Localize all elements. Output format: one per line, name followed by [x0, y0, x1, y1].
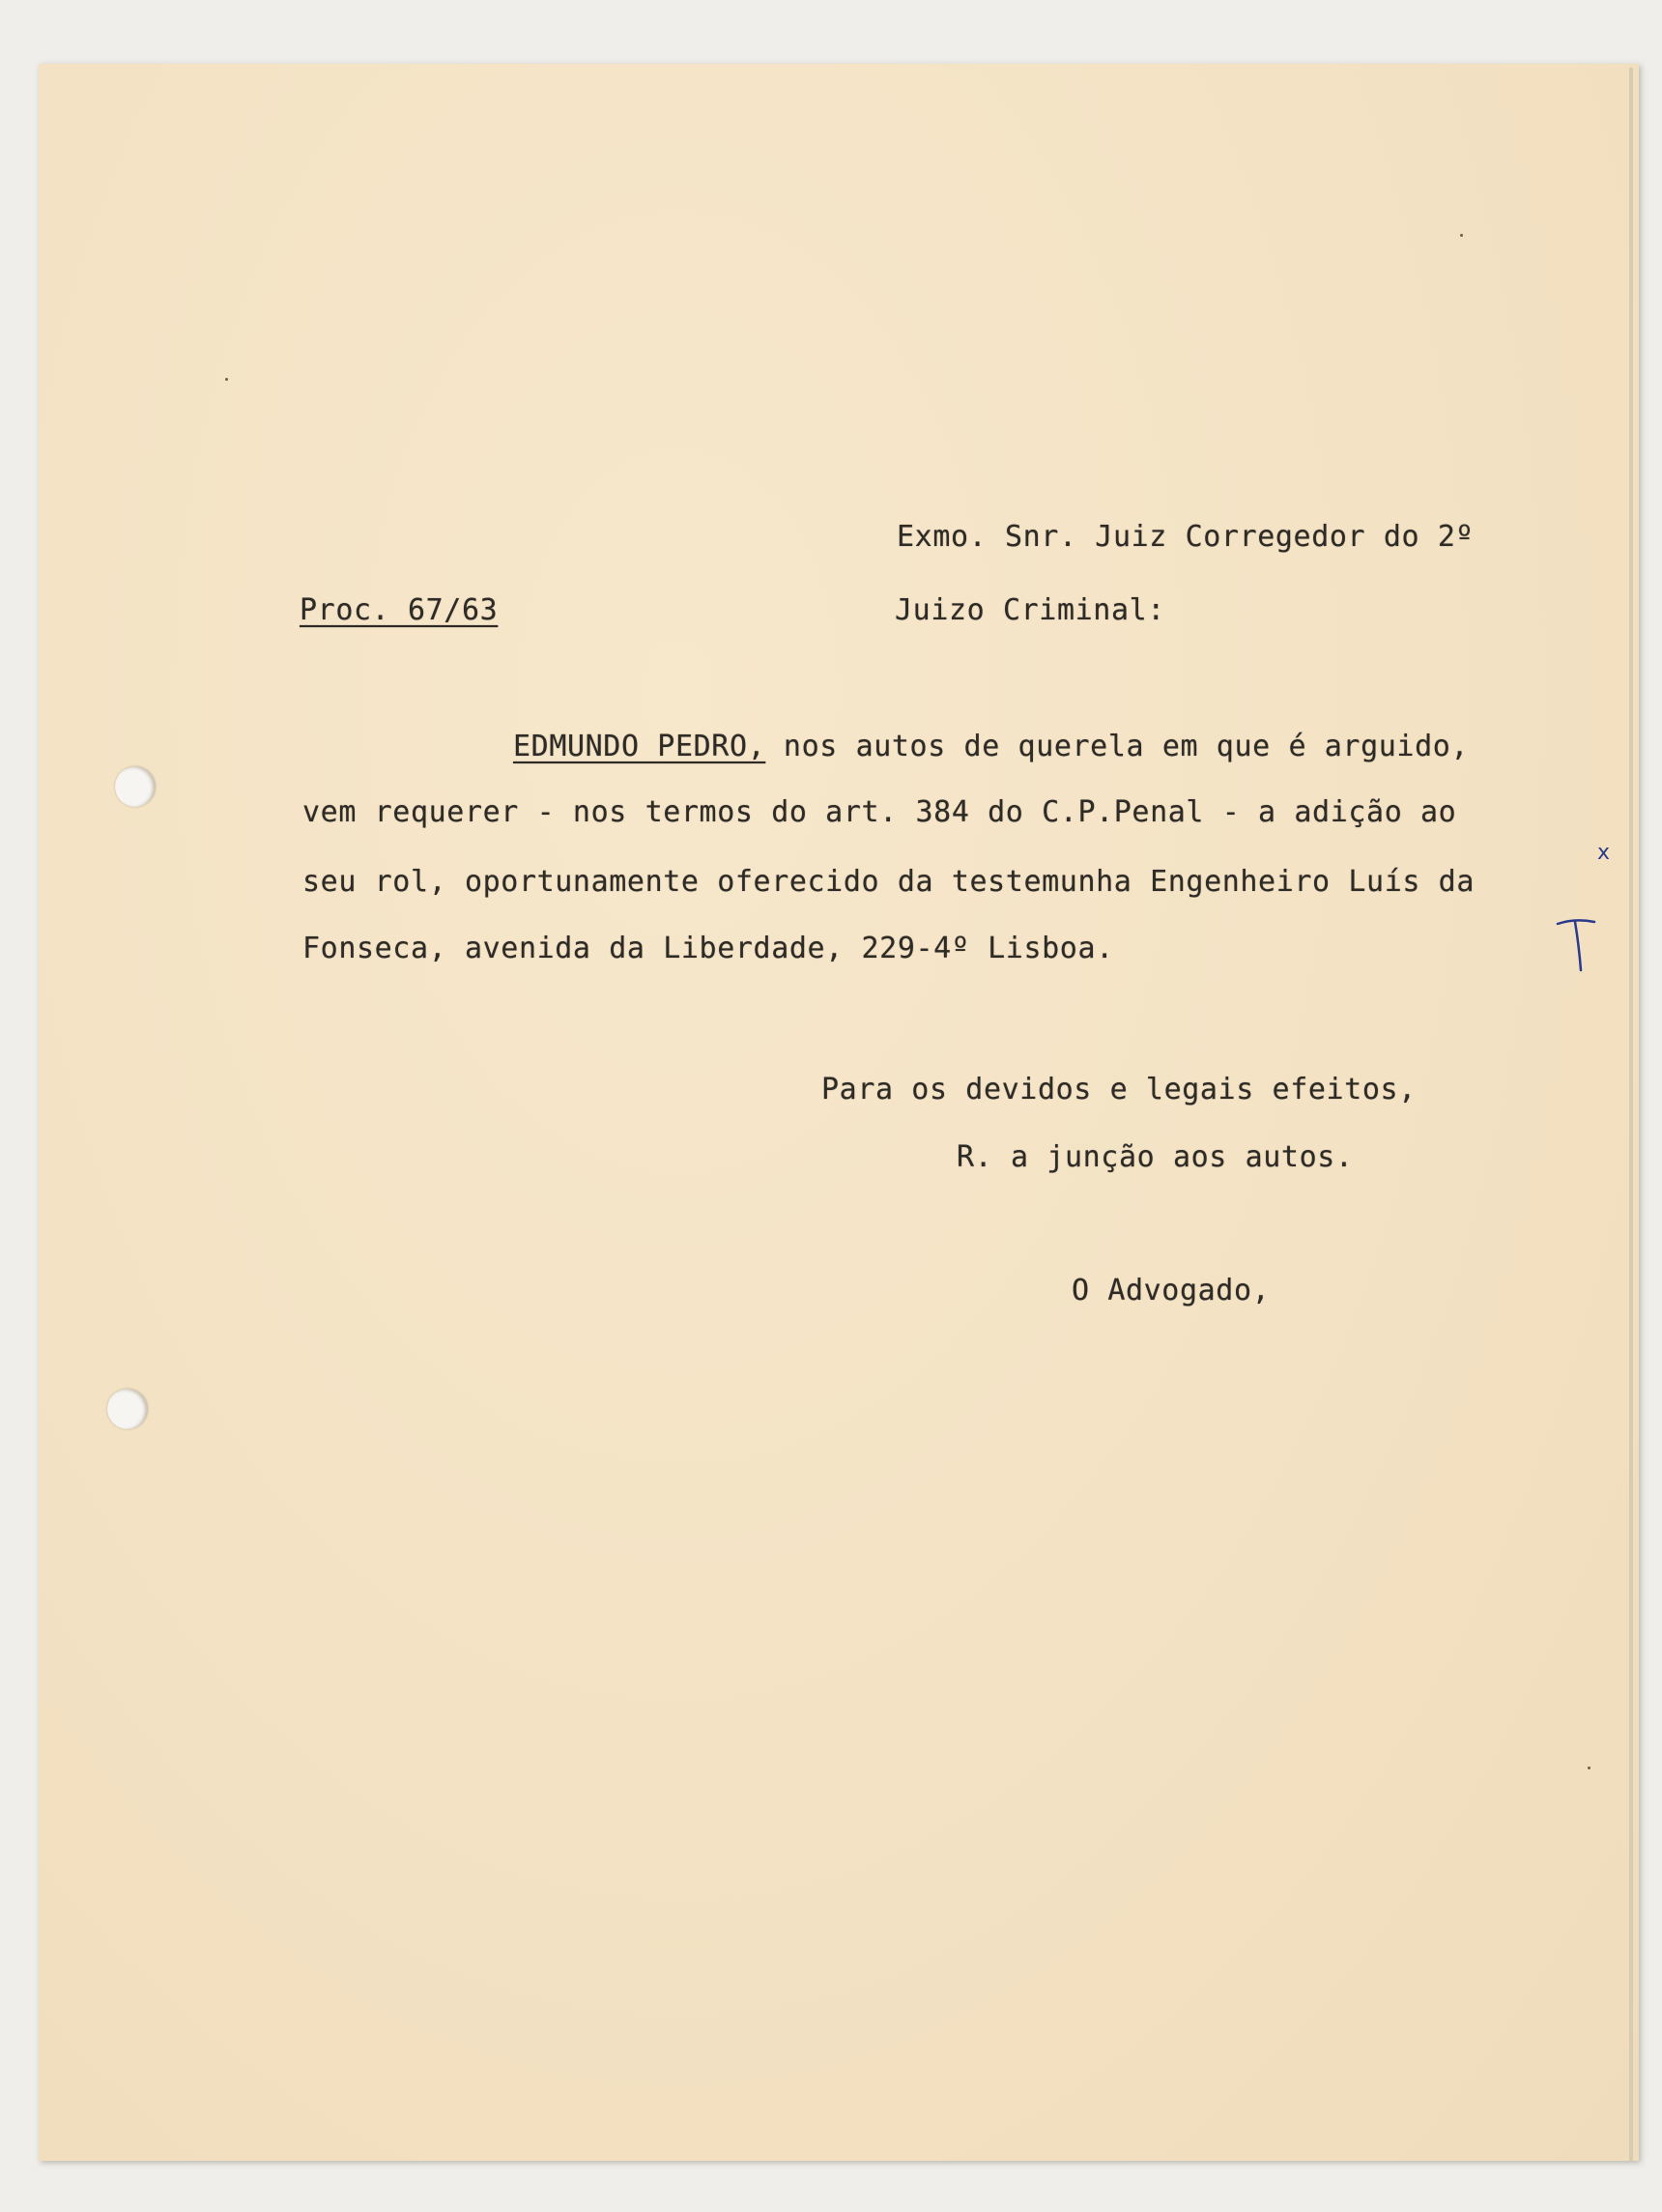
paper-speck	[1588, 1767, 1590, 1769]
body-line-2: vem requerer - nos termos do art. 384 do C.P.Penal - a adição ao	[302, 795, 1457, 829]
body-line-4: Fonseca, avenida da Liberdade, 229-4º Lisboa.	[302, 932, 1114, 965]
closing-line-1: Para os devidos e legais efeitos,	[821, 1073, 1417, 1106]
margin-check-mark: x	[1597, 841, 1611, 865]
addressee-line-1: Exmo. Snr. Juiz Corregedor do 2º	[897, 520, 1475, 554]
paper-speck	[1460, 234, 1463, 237]
signature-label: O Advogado,	[1072, 1274, 1271, 1307]
party-name: EDMUNDO PEDRO,	[513, 730, 766, 763]
paper-speck	[225, 378, 228, 381]
body-line-1-text: nos autos de querela em que é arguido,	[765, 730, 1470, 763]
paper-sheet	[39, 64, 1639, 2161]
addressee-line-2: Juizo Criminal:	[895, 593, 1165, 627]
margin-t-mark	[1554, 916, 1598, 974]
punch-hole-bottom	[107, 1389, 148, 1429]
closing-line-2: R. a junção aos autos.	[957, 1140, 1354, 1174]
paper-edge	[1629, 68, 1633, 2161]
body-line-1	[513, 730, 1469, 763]
body-line-3: seu rol, oportunamente oferecido da testemunha Engenheiro Luís da	[302, 865, 1475, 899]
process-reference: Proc. 67/63	[300, 593, 499, 627]
punch-hole-top	[115, 766, 156, 807]
